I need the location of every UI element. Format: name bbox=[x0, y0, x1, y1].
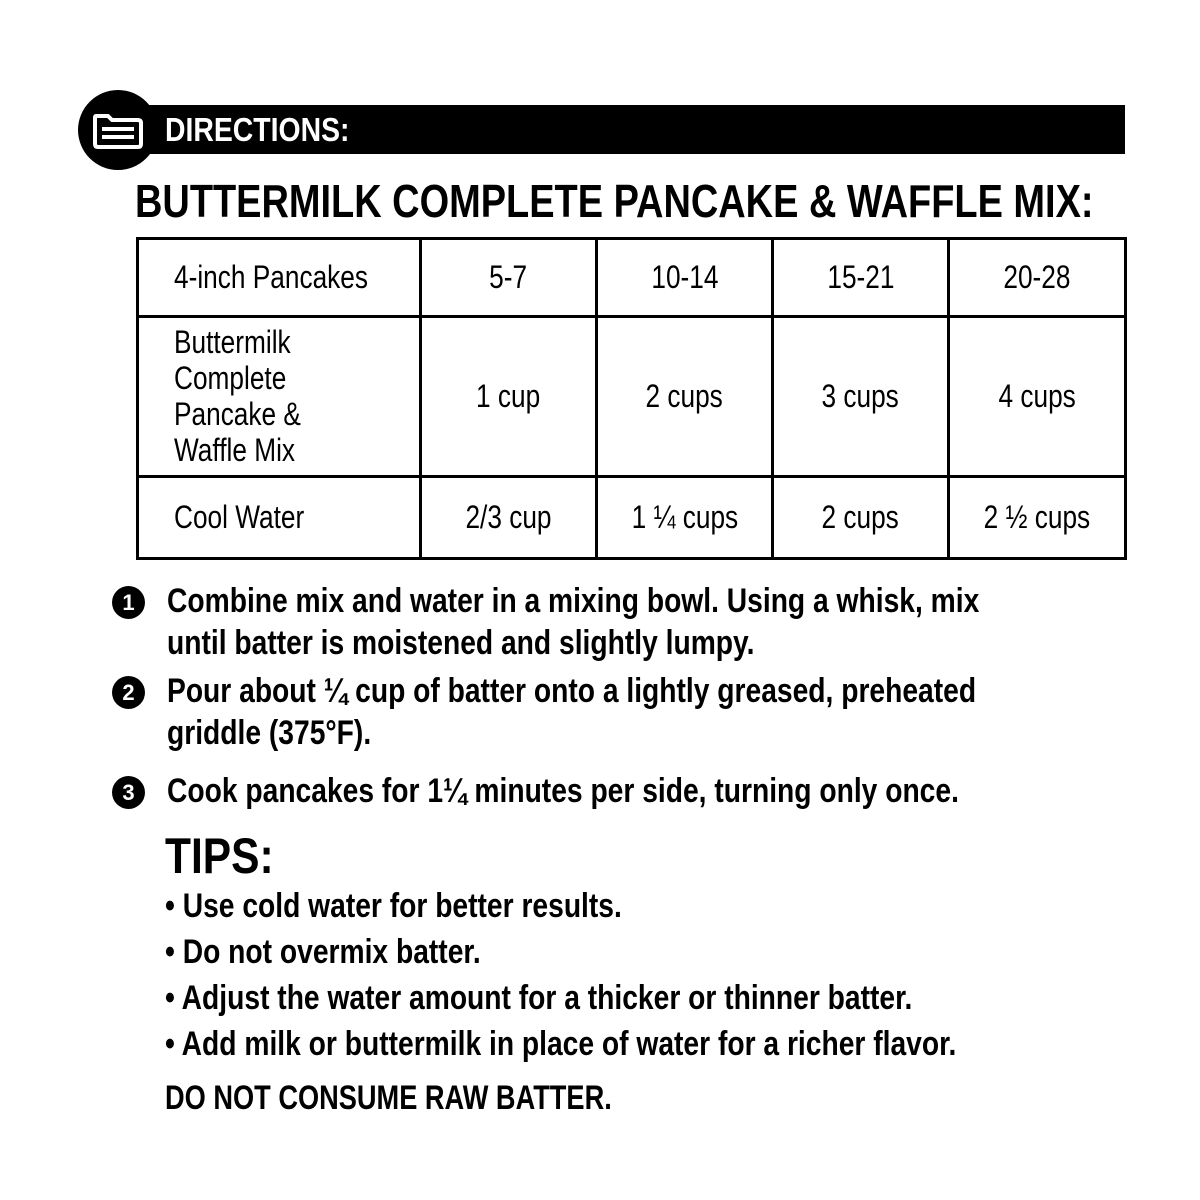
cell-value: 2/3 cup bbox=[465, 499, 552, 535]
cell-value: 15-21 bbox=[826, 259, 895, 295]
row-label-text: 4-inch Pancakes bbox=[174, 259, 368, 295]
row-label-water bbox=[138, 477, 421, 559]
tips-heading: TIPS: bbox=[165, 828, 274, 884]
raw-batter-warning: DO NOT CONSUME RAW BATTER. bbox=[165, 1079, 612, 1117]
row-label-line: Pancake & bbox=[174, 396, 301, 432]
cell-value: 1 ¼ cups bbox=[631, 499, 738, 535]
tip-item: • Do not overmix batter. bbox=[165, 933, 481, 971]
step-line: Pour about ¼ cup of batter onto a lightly greased, preheated bbox=[167, 672, 977, 710]
step-line: Cook pancakes for 1¼ minutes per side, turning only once. bbox=[167, 772, 959, 810]
table-cell bbox=[949, 477, 1126, 559]
table-cell bbox=[949, 317, 1126, 477]
cell-value: 20-28 bbox=[1003, 259, 1071, 295]
cell-value: 3 cups bbox=[821, 378, 900, 414]
step-text bbox=[167, 770, 1080, 812]
row-label-line: Waffle Mix bbox=[174, 432, 296, 468]
table-cell bbox=[949, 239, 1126, 317]
cell-value: 2 ½ cups bbox=[983, 499, 1091, 535]
table-cell bbox=[421, 477, 597, 559]
tip-item: • Adjust the water amount for a thicker or thinner batter. bbox=[165, 979, 913, 1017]
cell-value: 10-14 bbox=[650, 259, 719, 295]
mix-ratio-table bbox=[136, 237, 1127, 560]
row-label-text: Cool Water bbox=[174, 499, 305, 535]
cell-value: 1 cup bbox=[476, 378, 541, 414]
table-cell bbox=[421, 317, 597, 477]
cell-value: 5-7 bbox=[489, 259, 528, 295]
step-text bbox=[167, 670, 1080, 754]
tip-item: • Use cold water for better results. bbox=[165, 887, 622, 925]
step-line: until batter is moistened and slightly lumpy. bbox=[167, 624, 755, 662]
product-title: BUTTERMILK COMPLETE PANCAKE & WAFFLE MIX: bbox=[135, 175, 1094, 227]
directions-badge bbox=[78, 90, 158, 170]
cell-value: 2 cups bbox=[645, 378, 724, 414]
row-label-pancakes bbox=[138, 239, 421, 317]
table-cell bbox=[773, 239, 949, 317]
cell-value: 2 cups bbox=[821, 499, 900, 535]
step-number-badge: 3 bbox=[112, 776, 145, 809]
row-label-line: Buttermilk bbox=[174, 324, 291, 360]
table-row bbox=[138, 477, 1126, 559]
directions-heading: DIRECTIONS: bbox=[165, 111, 350, 148]
step-number-badge: 2 bbox=[112, 676, 145, 709]
table-row bbox=[138, 317, 1126, 477]
table-cell bbox=[773, 317, 949, 477]
table-cell bbox=[597, 239, 773, 317]
folder-list-icon bbox=[92, 110, 144, 150]
row-label-mix bbox=[138, 317, 421, 477]
step-line: griddle (375°F). bbox=[167, 714, 372, 752]
row-label-line: Complete bbox=[174, 360, 287, 396]
table-cell bbox=[773, 477, 949, 559]
step-line: Combine mix and water in a mixing bowl. Using a whisk, mix bbox=[167, 582, 980, 620]
table-cell bbox=[421, 239, 597, 317]
cell-value: 4 cups bbox=[998, 378, 1076, 414]
tip-item: • Add milk or buttermilk in place of water for a richer flavor. bbox=[165, 1025, 957, 1063]
table-cell bbox=[597, 317, 773, 477]
step-text bbox=[167, 580, 1080, 664]
table-cell bbox=[597, 477, 773, 559]
table-row bbox=[138, 239, 1126, 317]
row-label-text bbox=[174, 324, 301, 468]
step-number-badge: 1 bbox=[112, 586, 145, 619]
tips-list bbox=[165, 883, 1118, 1067]
